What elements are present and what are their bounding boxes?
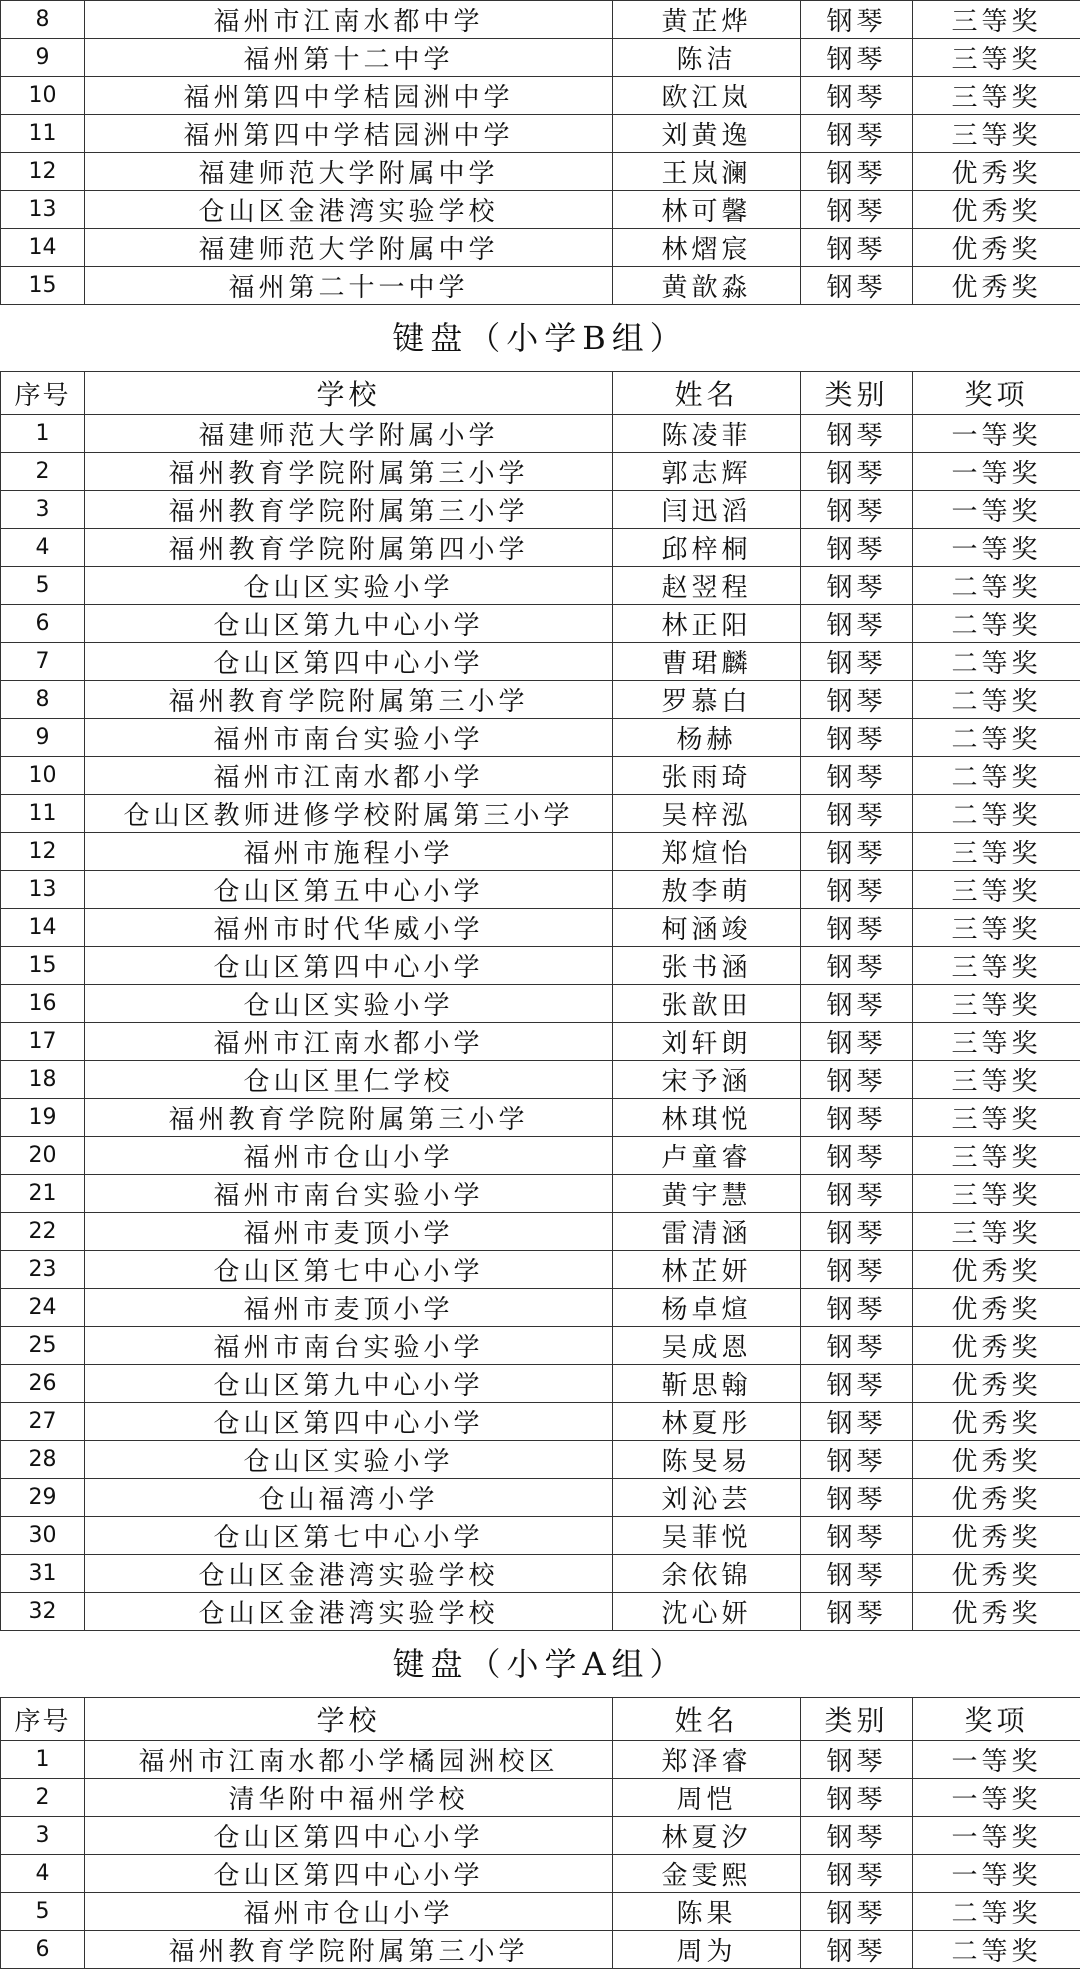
name-cell: 林琪悦 (613, 1099, 801, 1137)
name-cell: 刘轩朗 (613, 1023, 801, 1061)
name-cell: 刘沁芸 (613, 1479, 801, 1517)
category-cell: 钢琴 (801, 77, 913, 115)
table-row (1, 1893, 1080, 1931)
school-cell: 福州第四中学桔园洲中学 (85, 77, 613, 115)
school-cell: 仓山区第四中心小学 (85, 1855, 613, 1893)
name-cell: 杨卓煊 (613, 1289, 801, 1327)
table-row (1, 1289, 1080, 1327)
award-cell: 优秀奖 (913, 267, 1080, 305)
award-cell: 优秀奖 (913, 1365, 1080, 1403)
category-cell: 钢琴 (801, 1893, 913, 1931)
school-cell: 仓山区教师进修学校附属第三小学 (85, 795, 613, 833)
table-row (1, 1741, 1080, 1779)
school-cell: 福州市施程小学 (85, 833, 613, 871)
award-cell: 二等奖 (913, 605, 1080, 643)
school-cell: 福州教育学院附属第三小学 (85, 681, 613, 719)
table-row (1, 947, 1080, 985)
table-row (1, 1403, 1080, 1441)
school-cell: 仓山区实验小学 (85, 567, 613, 605)
table-row (1, 529, 1080, 567)
row-number-cell: 20 (1, 1137, 85, 1175)
row-number-cell: 1 (1, 415, 85, 453)
award-cell: 三等奖 (913, 77, 1080, 115)
column-header: 序号 (1, 372, 85, 415)
name-cell: 林熠宸 (613, 229, 801, 267)
name-cell: 郑泽睿 (613, 1741, 801, 1779)
table-row (1, 985, 1080, 1023)
award-cell: 优秀奖 (913, 1403, 1080, 1441)
section-title: 键盘（小学B组） (0, 305, 1080, 371)
category-cell: 钢琴 (801, 1327, 913, 1365)
award-cell: 三等奖 (913, 871, 1080, 909)
category-cell: 钢琴 (801, 1855, 913, 1893)
row-number-cell: 14 (1, 229, 85, 267)
table-row (1, 1817, 1080, 1855)
table-row (1, 1441, 1080, 1479)
name-cell: 宋予涵 (613, 1061, 801, 1099)
award-cell: 一等奖 (913, 1779, 1080, 1817)
award-cell: 一等奖 (913, 491, 1080, 529)
row-number-cell: 32 (1, 1593, 85, 1631)
award-cell: 三等奖 (913, 1061, 1080, 1099)
category-cell: 钢琴 (801, 833, 913, 871)
name-cell: 刘黄逸 (613, 115, 801, 153)
award-cell: 优秀奖 (913, 1593, 1080, 1631)
award-cell: 三等奖 (913, 909, 1080, 947)
award-cell: 优秀奖 (913, 1441, 1080, 1479)
category-cell: 钢琴 (801, 643, 913, 681)
table-row (1, 491, 1080, 529)
table-row (1, 1517, 1080, 1555)
category-cell: 钢琴 (801, 1365, 913, 1403)
row-number-cell: 9 (1, 39, 85, 77)
category-cell: 钢琴 (801, 909, 913, 947)
category-cell: 钢琴 (801, 415, 913, 453)
row-number-cell: 25 (1, 1327, 85, 1365)
school-cell: 仓山区第四中心小学 (85, 947, 613, 985)
category-cell: 钢琴 (801, 1817, 913, 1855)
row-number-cell: 15 (1, 947, 85, 985)
row-number-cell: 5 (1, 567, 85, 605)
award-cell: 优秀奖 (913, 1479, 1080, 1517)
row-number-cell: 8 (1, 681, 85, 719)
school-cell: 福州市麦顶小学 (85, 1289, 613, 1327)
row-number-cell: 19 (1, 1099, 85, 1137)
name-cell: 郭志辉 (613, 453, 801, 491)
table-row (1, 1593, 1080, 1631)
table-row (1, 605, 1080, 643)
school-cell: 福州市江南水都小学 (85, 757, 613, 795)
column-header: 类别 (801, 372, 913, 415)
row-number-cell: 30 (1, 1517, 85, 1555)
table-row (1, 1555, 1080, 1593)
award-table (0, 1697, 1080, 1969)
school-cell: 福州市仓山小学 (85, 1893, 613, 1931)
column-header: 奖项 (913, 1698, 1080, 1741)
award-cell: 优秀奖 (913, 1517, 1080, 1555)
award-cell: 三等奖 (913, 1023, 1080, 1061)
row-number-cell: 26 (1, 1365, 85, 1403)
table-row (1, 39, 1080, 77)
category-cell: 钢琴 (801, 1175, 913, 1213)
row-number-cell: 13 (1, 871, 85, 909)
category-cell: 钢琴 (801, 719, 913, 757)
category-cell: 钢琴 (801, 1517, 913, 1555)
table-row (1, 1099, 1080, 1137)
name-cell: 陈洁 (613, 39, 801, 77)
school-cell: 福州教育学院附属第三小学 (85, 1931, 613, 1969)
table-row (1, 267, 1080, 305)
category-cell: 钢琴 (801, 191, 913, 229)
table-row (1, 681, 1080, 719)
table-row (1, 1779, 1080, 1817)
award-cell: 一等奖 (913, 1817, 1080, 1855)
school-cell: 福州教育学院附属第三小学 (85, 453, 613, 491)
row-number-cell: 3 (1, 1817, 85, 1855)
category-cell: 钢琴 (801, 153, 913, 191)
award-cell: 三等奖 (913, 1175, 1080, 1213)
row-number-cell: 8 (1, 1, 85, 39)
award-cell: 三等奖 (913, 39, 1080, 77)
table-row (1, 871, 1080, 909)
school-cell: 福州市时代华威小学 (85, 909, 613, 947)
award-cell: 一等奖 (913, 415, 1080, 453)
name-cell: 陈果 (613, 1893, 801, 1931)
award-cell: 优秀奖 (913, 229, 1080, 267)
award-cell: 三等奖 (913, 1, 1080, 39)
name-cell: 沈心妍 (613, 1593, 801, 1631)
name-cell: 余依锦 (613, 1555, 801, 1593)
table-row (1, 567, 1080, 605)
category-cell: 钢琴 (801, 39, 913, 77)
table-row (1, 719, 1080, 757)
award-cell: 二等奖 (913, 795, 1080, 833)
category-cell: 钢琴 (801, 453, 913, 491)
school-cell: 仓山区里仁学校 (85, 1061, 613, 1099)
school-cell: 福州教育学院附属第四小学 (85, 529, 613, 567)
name-cell: 陈凌菲 (613, 415, 801, 453)
award-cell: 三等奖 (913, 1099, 1080, 1137)
row-number-cell: 2 (1, 1779, 85, 1817)
category-cell: 钢琴 (801, 1779, 913, 1817)
award-cell: 优秀奖 (913, 1289, 1080, 1327)
award-cell: 二等奖 (913, 681, 1080, 719)
table-row (1, 1061, 1080, 1099)
category-cell: 钢琴 (801, 681, 913, 719)
row-number-cell: 28 (1, 1441, 85, 1479)
category-cell: 钢琴 (801, 529, 913, 567)
column-header: 学校 (85, 1698, 613, 1741)
category-cell: 钢琴 (801, 795, 913, 833)
name-cell: 林夏彤 (613, 1403, 801, 1441)
award-cell: 优秀奖 (913, 153, 1080, 191)
category-cell: 钢琴 (801, 1023, 913, 1061)
row-number-cell: 27 (1, 1403, 85, 1441)
row-number-cell: 10 (1, 757, 85, 795)
name-cell: 王岚澜 (613, 153, 801, 191)
school-cell: 仓山区第四中心小学 (85, 1403, 613, 1441)
award-cell: 一等奖 (913, 529, 1080, 567)
row-number-cell: 21 (1, 1175, 85, 1213)
row-number-cell: 4 (1, 529, 85, 567)
name-cell: 卢童睿 (613, 1137, 801, 1175)
award-cell: 一等奖 (913, 453, 1080, 491)
row-number-cell: 23 (1, 1251, 85, 1289)
name-cell: 闫迅滔 (613, 491, 801, 529)
award-cell: 优秀奖 (913, 191, 1080, 229)
school-cell: 福州教育学院附属第三小学 (85, 491, 613, 529)
category-cell: 钢琴 (801, 757, 913, 795)
row-number-cell: 7 (1, 643, 85, 681)
school-cell: 仓山区第七中心小学 (85, 1517, 613, 1555)
table-row (1, 453, 1080, 491)
row-number-cell: 31 (1, 1555, 85, 1593)
category-cell: 钢琴 (801, 1479, 913, 1517)
row-number-cell: 5 (1, 1893, 85, 1931)
table-row (1, 191, 1080, 229)
row-number-cell: 12 (1, 833, 85, 871)
school-cell: 仓山区实验小学 (85, 1441, 613, 1479)
row-number-cell: 22 (1, 1213, 85, 1251)
award-cell: 二等奖 (913, 757, 1080, 795)
school-cell: 仓山区金港湾实验学校 (85, 191, 613, 229)
name-cell: 陈旻易 (613, 1441, 801, 1479)
row-number-cell: 29 (1, 1479, 85, 1517)
name-cell: 林夏汐 (613, 1817, 801, 1855)
award-cell: 一等奖 (913, 1741, 1080, 1779)
row-number-cell: 11 (1, 795, 85, 833)
column-header: 序号 (1, 1698, 85, 1741)
category-cell: 钢琴 (801, 1213, 913, 1251)
row-number-cell: 11 (1, 115, 85, 153)
name-cell: 张书涵 (613, 947, 801, 985)
row-number-cell: 6 (1, 1931, 85, 1969)
row-number-cell: 15 (1, 267, 85, 305)
school-cell: 仓山区金港湾实验学校 (85, 1555, 613, 1593)
school-cell: 仓山区第四中心小学 (85, 643, 613, 681)
school-cell: 仓山区第四中心小学 (85, 1817, 613, 1855)
row-number-cell: 2 (1, 453, 85, 491)
name-cell: 黄歆淼 (613, 267, 801, 305)
school-cell: 仓山区第九中心小学 (85, 605, 613, 643)
name-cell: 郑煊怡 (613, 833, 801, 871)
school-cell: 福州市南台实验小学 (85, 719, 613, 757)
category-cell: 钢琴 (801, 1251, 913, 1289)
award-cell: 二等奖 (913, 1931, 1080, 1969)
name-cell: 雷清涵 (613, 1213, 801, 1251)
award-cell: 优秀奖 (913, 1327, 1080, 1365)
school-cell: 福州第二十一中学 (85, 267, 613, 305)
school-cell: 福建师范大学附属中学 (85, 229, 613, 267)
award-table (0, 371, 1080, 1631)
row-number-cell: 13 (1, 191, 85, 229)
name-cell: 吴成恩 (613, 1327, 801, 1365)
column-header: 学校 (85, 372, 613, 415)
award-cell: 一等奖 (913, 1855, 1080, 1893)
category-cell: 钢琴 (801, 1555, 913, 1593)
school-cell: 福州第四中学桔园洲中学 (85, 115, 613, 153)
school-cell: 福州市仓山小学 (85, 1137, 613, 1175)
row-number-cell: 14 (1, 909, 85, 947)
school-cell: 仓山区实验小学 (85, 985, 613, 1023)
row-number-cell: 12 (1, 153, 85, 191)
award-cell: 二等奖 (913, 719, 1080, 757)
category-cell: 钢琴 (801, 115, 913, 153)
school-cell: 福州教育学院附属第三小学 (85, 1099, 613, 1137)
category-cell: 钢琴 (801, 1441, 913, 1479)
table-row (1, 1365, 1080, 1403)
name-cell: 赵翌程 (613, 567, 801, 605)
column-header: 奖项 (913, 372, 1080, 415)
name-cell: 曹珺麟 (613, 643, 801, 681)
category-cell: 钢琴 (801, 229, 913, 267)
category-cell: 钢琴 (801, 1931, 913, 1969)
table-row (1, 1175, 1080, 1213)
category-cell: 钢琴 (801, 1289, 913, 1327)
name-cell: 罗慕白 (613, 681, 801, 719)
name-cell: 周恺 (613, 1779, 801, 1817)
school-cell: 清华附中福州学校 (85, 1779, 613, 1817)
award-cell: 优秀奖 (913, 1251, 1080, 1289)
category-cell: 钢琴 (801, 567, 913, 605)
name-cell: 张歆田 (613, 985, 801, 1023)
school-cell: 福建师范大学附属中学 (85, 153, 613, 191)
name-cell: 林芷妍 (613, 1251, 801, 1289)
row-number-cell: 1 (1, 1741, 85, 1779)
table-row (1, 77, 1080, 115)
school-cell: 福州市江南水都小学橘园洲校区 (85, 1741, 613, 1779)
name-cell: 敖李萌 (613, 871, 801, 909)
table-row (1, 1213, 1080, 1251)
school-cell: 福州市南台实验小学 (85, 1175, 613, 1213)
category-cell: 钢琴 (801, 1, 913, 39)
award-cell: 三等奖 (913, 115, 1080, 153)
name-cell: 靳思翰 (613, 1365, 801, 1403)
category-cell: 钢琴 (801, 605, 913, 643)
row-number-cell: 3 (1, 491, 85, 529)
table-row (1, 1251, 1080, 1289)
category-cell: 钢琴 (801, 1061, 913, 1099)
section-title: 键盘（小学A组） (0, 1631, 1080, 1697)
table-row (1, 833, 1080, 871)
school-cell: 福州市麦顶小学 (85, 1213, 613, 1251)
award-cell: 三等奖 (913, 1137, 1080, 1175)
category-cell: 钢琴 (801, 491, 913, 529)
category-cell: 钢琴 (801, 1403, 913, 1441)
column-header: 姓名 (613, 1698, 801, 1741)
school-cell: 福建师范大学附属小学 (85, 415, 613, 453)
column-header: 姓名 (613, 372, 801, 415)
table-row (1, 1137, 1080, 1175)
name-cell: 杨赫 (613, 719, 801, 757)
table-row (1, 153, 1080, 191)
school-cell: 福州第十二中学 (85, 39, 613, 77)
table-row (1, 1, 1080, 39)
table-row (1, 795, 1080, 833)
school-cell: 仓山区第七中心小学 (85, 1251, 613, 1289)
row-number-cell: 24 (1, 1289, 85, 1327)
award-cell: 三等奖 (913, 985, 1080, 1023)
table-row (1, 1023, 1080, 1061)
school-cell: 仓山区第五中心小学 (85, 871, 613, 909)
table-row (1, 115, 1080, 153)
school-cell: 福州市江南水都小学 (85, 1023, 613, 1061)
column-header: 类别 (801, 1698, 913, 1741)
category-cell: 钢琴 (801, 1137, 913, 1175)
row-number-cell: 4 (1, 1855, 85, 1893)
award-cell: 二等奖 (913, 1893, 1080, 1931)
award-table (0, 0, 1080, 305)
table-header-row (1, 1698, 1080, 1741)
row-number-cell: 6 (1, 605, 85, 643)
table-row (1, 909, 1080, 947)
table-row (1, 643, 1080, 681)
category-cell: 钢琴 (801, 1593, 913, 1631)
award-cell: 优秀奖 (913, 1555, 1080, 1593)
row-number-cell: 18 (1, 1061, 85, 1099)
award-cell: 二等奖 (913, 567, 1080, 605)
name-cell: 柯涵竣 (613, 909, 801, 947)
row-number-cell: 17 (1, 1023, 85, 1061)
category-cell: 钢琴 (801, 947, 913, 985)
category-cell: 钢琴 (801, 985, 913, 1023)
table-row (1, 1479, 1080, 1517)
category-cell: 钢琴 (801, 1099, 913, 1137)
name-cell: 邱梓桐 (613, 529, 801, 567)
award-cell: 三等奖 (913, 947, 1080, 985)
table-row (1, 415, 1080, 453)
award-cell: 三等奖 (913, 1213, 1080, 1251)
name-cell: 金雯熙 (613, 1855, 801, 1893)
category-cell: 钢琴 (801, 267, 913, 305)
table-row (1, 1855, 1080, 1893)
table-row (1, 1931, 1080, 1969)
name-cell: 周为 (613, 1931, 801, 1969)
school-cell: 福州市南台实验小学 (85, 1327, 613, 1365)
name-cell: 吴梓泓 (613, 795, 801, 833)
name-cell: 张雨琦 (613, 757, 801, 795)
school-cell: 福州市江南水都中学 (85, 1, 613, 39)
name-cell: 吴菲悦 (613, 1517, 801, 1555)
name-cell: 林正阳 (613, 605, 801, 643)
table-header-row (1, 372, 1080, 415)
table-row (1, 229, 1080, 267)
row-number-cell: 16 (1, 985, 85, 1023)
name-cell: 黄芷烨 (613, 1, 801, 39)
name-cell: 欧江岚 (613, 77, 801, 115)
school-cell: 仓山区金港湾实验学校 (85, 1593, 613, 1631)
category-cell: 钢琴 (801, 871, 913, 909)
award-cell: 二等奖 (913, 643, 1080, 681)
table-row (1, 1327, 1080, 1365)
school-cell: 仓山福湾小学 (85, 1479, 613, 1517)
table-row (1, 757, 1080, 795)
category-cell: 钢琴 (801, 1741, 913, 1779)
row-number-cell: 9 (1, 719, 85, 757)
school-cell: 仓山区第九中心小学 (85, 1365, 613, 1403)
row-number-cell: 10 (1, 77, 85, 115)
name-cell: 黄宇慧 (613, 1175, 801, 1213)
award-cell: 三等奖 (913, 833, 1080, 871)
name-cell: 林可馨 (613, 191, 801, 229)
